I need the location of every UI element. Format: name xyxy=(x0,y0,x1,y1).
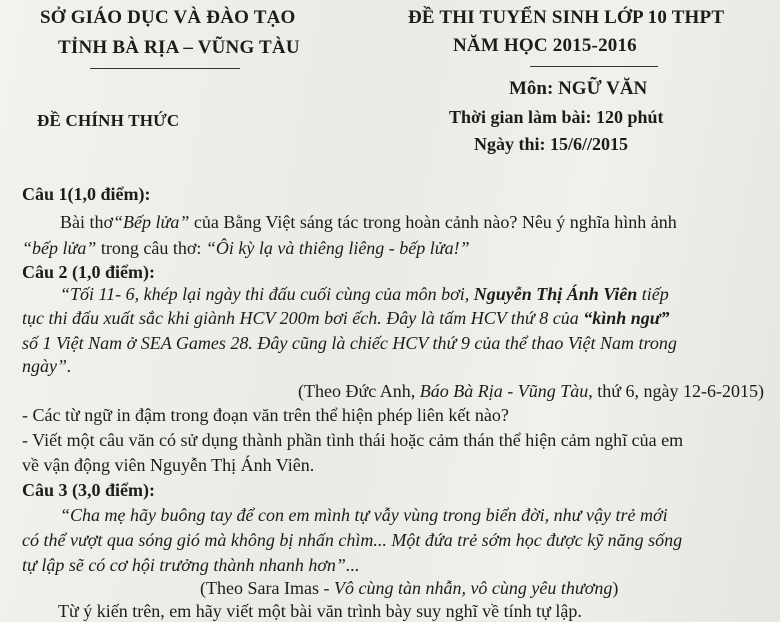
subject-label: Môn: NGỮ VĂN xyxy=(509,78,648,99)
department-name: SỞ GIÁO DỤC VÀ ĐÀO TẠO xyxy=(40,7,296,28)
question-1-line-2: “bếp lửa” trong câu thơ: “Ôi kỳ lạ và thiêng liêng - bếp lửa!” xyxy=(22,238,470,258)
question-2-quote-line-1: “Tối 11- 6, khép lại ngày thi đấu cuối cùng của môn bơi, Nguyễn Thị Ánh Viên tiếp xyxy=(60,284,669,304)
province-name: TỈNH BÀ RỊA – VŨNG TÀU xyxy=(58,37,300,58)
school-year: NĂM HỌC 2015-2016 xyxy=(453,35,637,56)
question-2-task-2: - Viết một câu văn có sử dụng thành phần tình thái hoặc cảm thán thể hiện cảm nghĩ của em xyxy=(22,430,684,450)
question-3-quote-line-3: tự lập sẽ có cơ hội trưởng thành nhanh hơn”... xyxy=(22,555,360,575)
question-3-title: Câu 3 (3,0 điểm): xyxy=(22,480,155,500)
question-1-title: Câu 1(1,0 điểm): xyxy=(22,184,151,204)
question-1-line-1: Bài thơ“Bếp lửa” của Bằng Việt sáng tác trong hoàn cảnh nào? Nêu ý nghĩa hình ảnh xyxy=(60,212,677,232)
exam-title: ĐỀ THI TUYỂN SINH LỚP 10 THPT xyxy=(408,7,725,28)
question-3-source: (Theo Sara Imas - Vô cùng tàn nhẫn, vô cùng yêu thương) xyxy=(200,578,619,598)
left-header-rule xyxy=(90,68,240,69)
right-header-rule xyxy=(530,66,658,67)
question-2-task-3: về vận động viên Nguyễn Thị Ánh Viên. xyxy=(22,455,315,475)
question-3-task: Từ ý kiến trên, em hãy viết một bài văn trình bày suy nghĩ về tính tự lập. xyxy=(58,601,582,621)
duration-label: Thời gian làm bài: 120 phút xyxy=(449,107,664,127)
question-2-quote-line-2: tục thi đấu xuất sắc khi giành HCV 200m bơi ếch. Đây là tấm HCV thứ 8 của “kình ngư” xyxy=(22,308,670,328)
question-3-quote-line-1: “Cha mẹ hãy buông tay để con em mình tự vẫy vùng trong biển đời, như vậy trẻ mới xyxy=(60,505,668,525)
question-2-task-1: - Các từ ngữ in đậm trong đoạn văn trên thể hiện phép liên kết nào? xyxy=(22,405,509,425)
question-2-title: Câu 2 (1,0 điểm): xyxy=(22,262,155,282)
official-label: ĐỀ CHÍNH THỨC xyxy=(37,111,180,130)
exam-date: Ngày thi: 15/6//2015 xyxy=(474,134,629,154)
question-3-quote-line-2: có thể vượt qua sóng gió mà không bị nhấn chìm... Một đứa trẻ sớm học được kỹ năng sống xyxy=(22,530,683,550)
question-2-quote-line-4: ngày”. xyxy=(22,356,72,376)
question-2-source: (Theo Đức Anh, Báo Bà Rịa - Vũng Tàu, thứ 6, ngày 12-6-2015) xyxy=(298,381,764,401)
question-2-quote-line-3: số 1 Việt Nam ở SEA Games 28. Đây cũng là chiếc HCV thứ 9 của thể thao Việt Nam trong xyxy=(22,333,677,353)
